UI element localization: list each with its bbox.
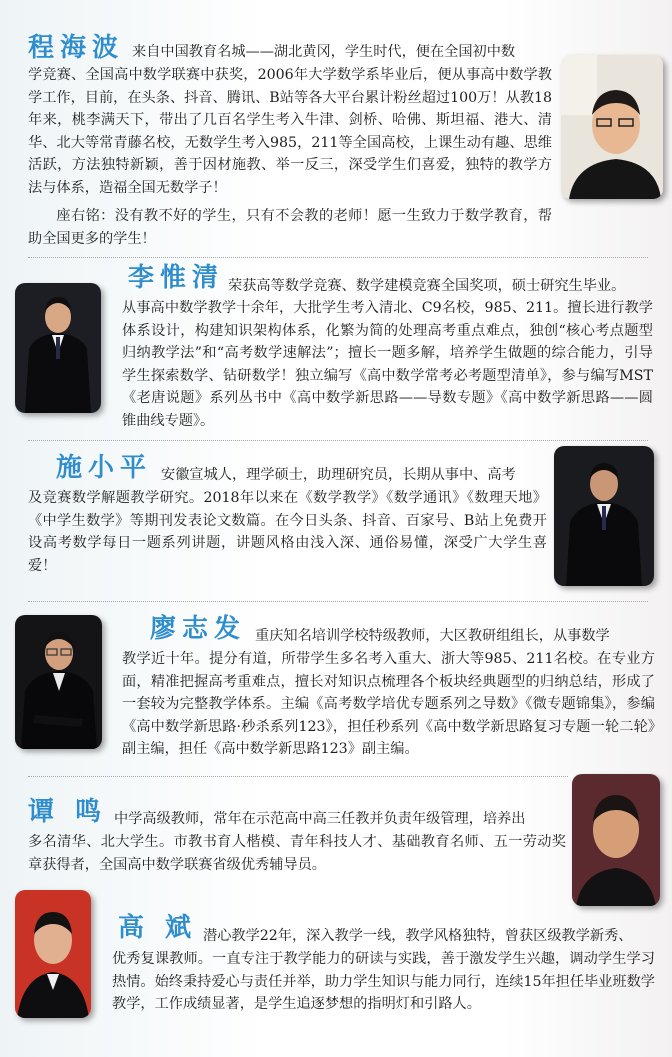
- teacher-name: 高 斌: [118, 913, 198, 943]
- section-divider: [28, 601, 648, 602]
- teacher-name: 李惟清: [128, 263, 225, 293]
- teacher-bio: 优秀复课教师。一直专注于教学能力的研读与实践，善于激发学生兴趣，调动学生学习热情。始终秉持爱心与责任并举，助力学生知识与能力同行，连续15年担任毕业班数学教学，工作成绩显著，是学生追逐梦想的指明灯和引路人。: [112, 951, 655, 1012]
- teacher-bio-first-line: 潜心教学22年，深入教学一线，教学风格独特，曾获区级教学新秀、: [203, 928, 633, 944]
- portrait-image: [15, 615, 102, 749]
- portrait-image: [561, 55, 663, 199]
- teacher-name: 谭 鸣: [28, 797, 108, 827]
- section-divider: [28, 776, 568, 777]
- teacher-bio-first-line: 中学高级教师，常年在示范高中高三任教并负责年级管理，培养出: [114, 811, 526, 827]
- teacher-bio-first-line: 来自中国教育名城——湖北黄冈，学生时代，便在全国初中数: [132, 44, 516, 60]
- teacher-photo: [572, 774, 660, 906]
- portrait-image: [572, 774, 660, 906]
- portrait-image: [15, 283, 101, 413]
- portrait-image: [554, 446, 654, 586]
- teacher-name: 廖志发: [150, 614, 247, 644]
- teacher-motto: 座右铭：没有教不好的学生，只有不会教的老师！愿一生致力于数学教育，帮助全国更多的学生！: [28, 208, 552, 247]
- section-divider: [28, 257, 648, 258]
- teacher-bio-first-line: 安徽宣城人，理学硕士，助理研究员，长期从事中、高考: [161, 467, 516, 483]
- portrait-image: [15, 890, 91, 1018]
- teacher-name: 程海波: [28, 33, 125, 63]
- teacher-bio: 及竞赛数学解题教学研究。2018年以来在《数学教学》《数学通讯》《数理天地》《中学生数学》等期刊发表论文数篇。在今日头条、抖音、百家号、B站上免费开设高考数学每日一题系列讲题，讲题风格由浅入深、通俗易懂，深受广大学生喜爱！: [28, 490, 547, 574]
- teacher-bio: 从事高中数学教学十余年，大批学生考入清北、C9名校，985、211。擅长进行教学体系设计，构建知识架构体系，化繁为简的处理高考重点难点，独创“核心考点题型归纳教学法”和“高考数学速解法”；擅长一题多解，培养学生做题的综合能力，引导学生探索数学、钻研数学！独立编写《高中数学常考必考题型清单》，参与编写MST《老唐说题》系列丛书中《高中数学新思路——导数专题》《高中数学新思路——圆锥曲线专题》。: [122, 300, 653, 429]
- teacher-bio: 多名清华、北大学生。市教书育人楷模、青年科技人才、基础教育名师、五一劳动奖章获得者，全国高中数学联赛省级优秀辅导员。: [28, 834, 566, 873]
- teacher-bio: 教学近十年。提分有道，所带学生多名考入重大、浙大等985、211名校。在专业方面，精准把握高考重难点，擅长对知识点梳理各个板块经典题型的归纳总结，形成了一套较为完整教学体系。主编《高考数学培优专题系列之导数》《微专题锦集》，参编《高中数学新思路·秒杀系列123》，担任秒系列《高中数学新思路复习专题一轮二轮》副主编，担任《高中数学新思路123》副主编。: [122, 651, 655, 757]
- teacher-photo: [561, 55, 663, 199]
- section-divider: [28, 440, 648, 441]
- teacher-bio-first-line: 荣获高等数学竞赛、数学建模竞赛全国奖项，硕士研究生毕业。: [228, 278, 626, 294]
- teacher-bio: 学竞赛、全国高中数学联赛中获奖，2006年大学数学系毕业后，便从事高中数学教学工作，目前，在头条、抖音、腾讯、B站等各大平台累计粉丝超过100万！从教18年来，桃李满天下，带出了几百名学生考入牛津、剑桥、哈佛、斯坦福、港大、清华、北大等常青藤名校，无数学生考入985，211等全国高校，上课生动有趣、思维活跃，方法独特新颖，善于因材施教、举一反三，深受学生们喜爱，独特的教学方法与体系，造福全国无数学子！: [28, 67, 552, 196]
- teacher-photo: [15, 890, 91, 1018]
- teacher-photo: [15, 283, 101, 413]
- teacher-name: 施小平: [56, 453, 153, 483]
- teacher-photo: [554, 446, 654, 586]
- teacher-bio-first-line: 重庆知名培训学校特级教师，大区教研组组长，从事数学: [255, 628, 610, 644]
- teacher-photo: [15, 615, 102, 749]
